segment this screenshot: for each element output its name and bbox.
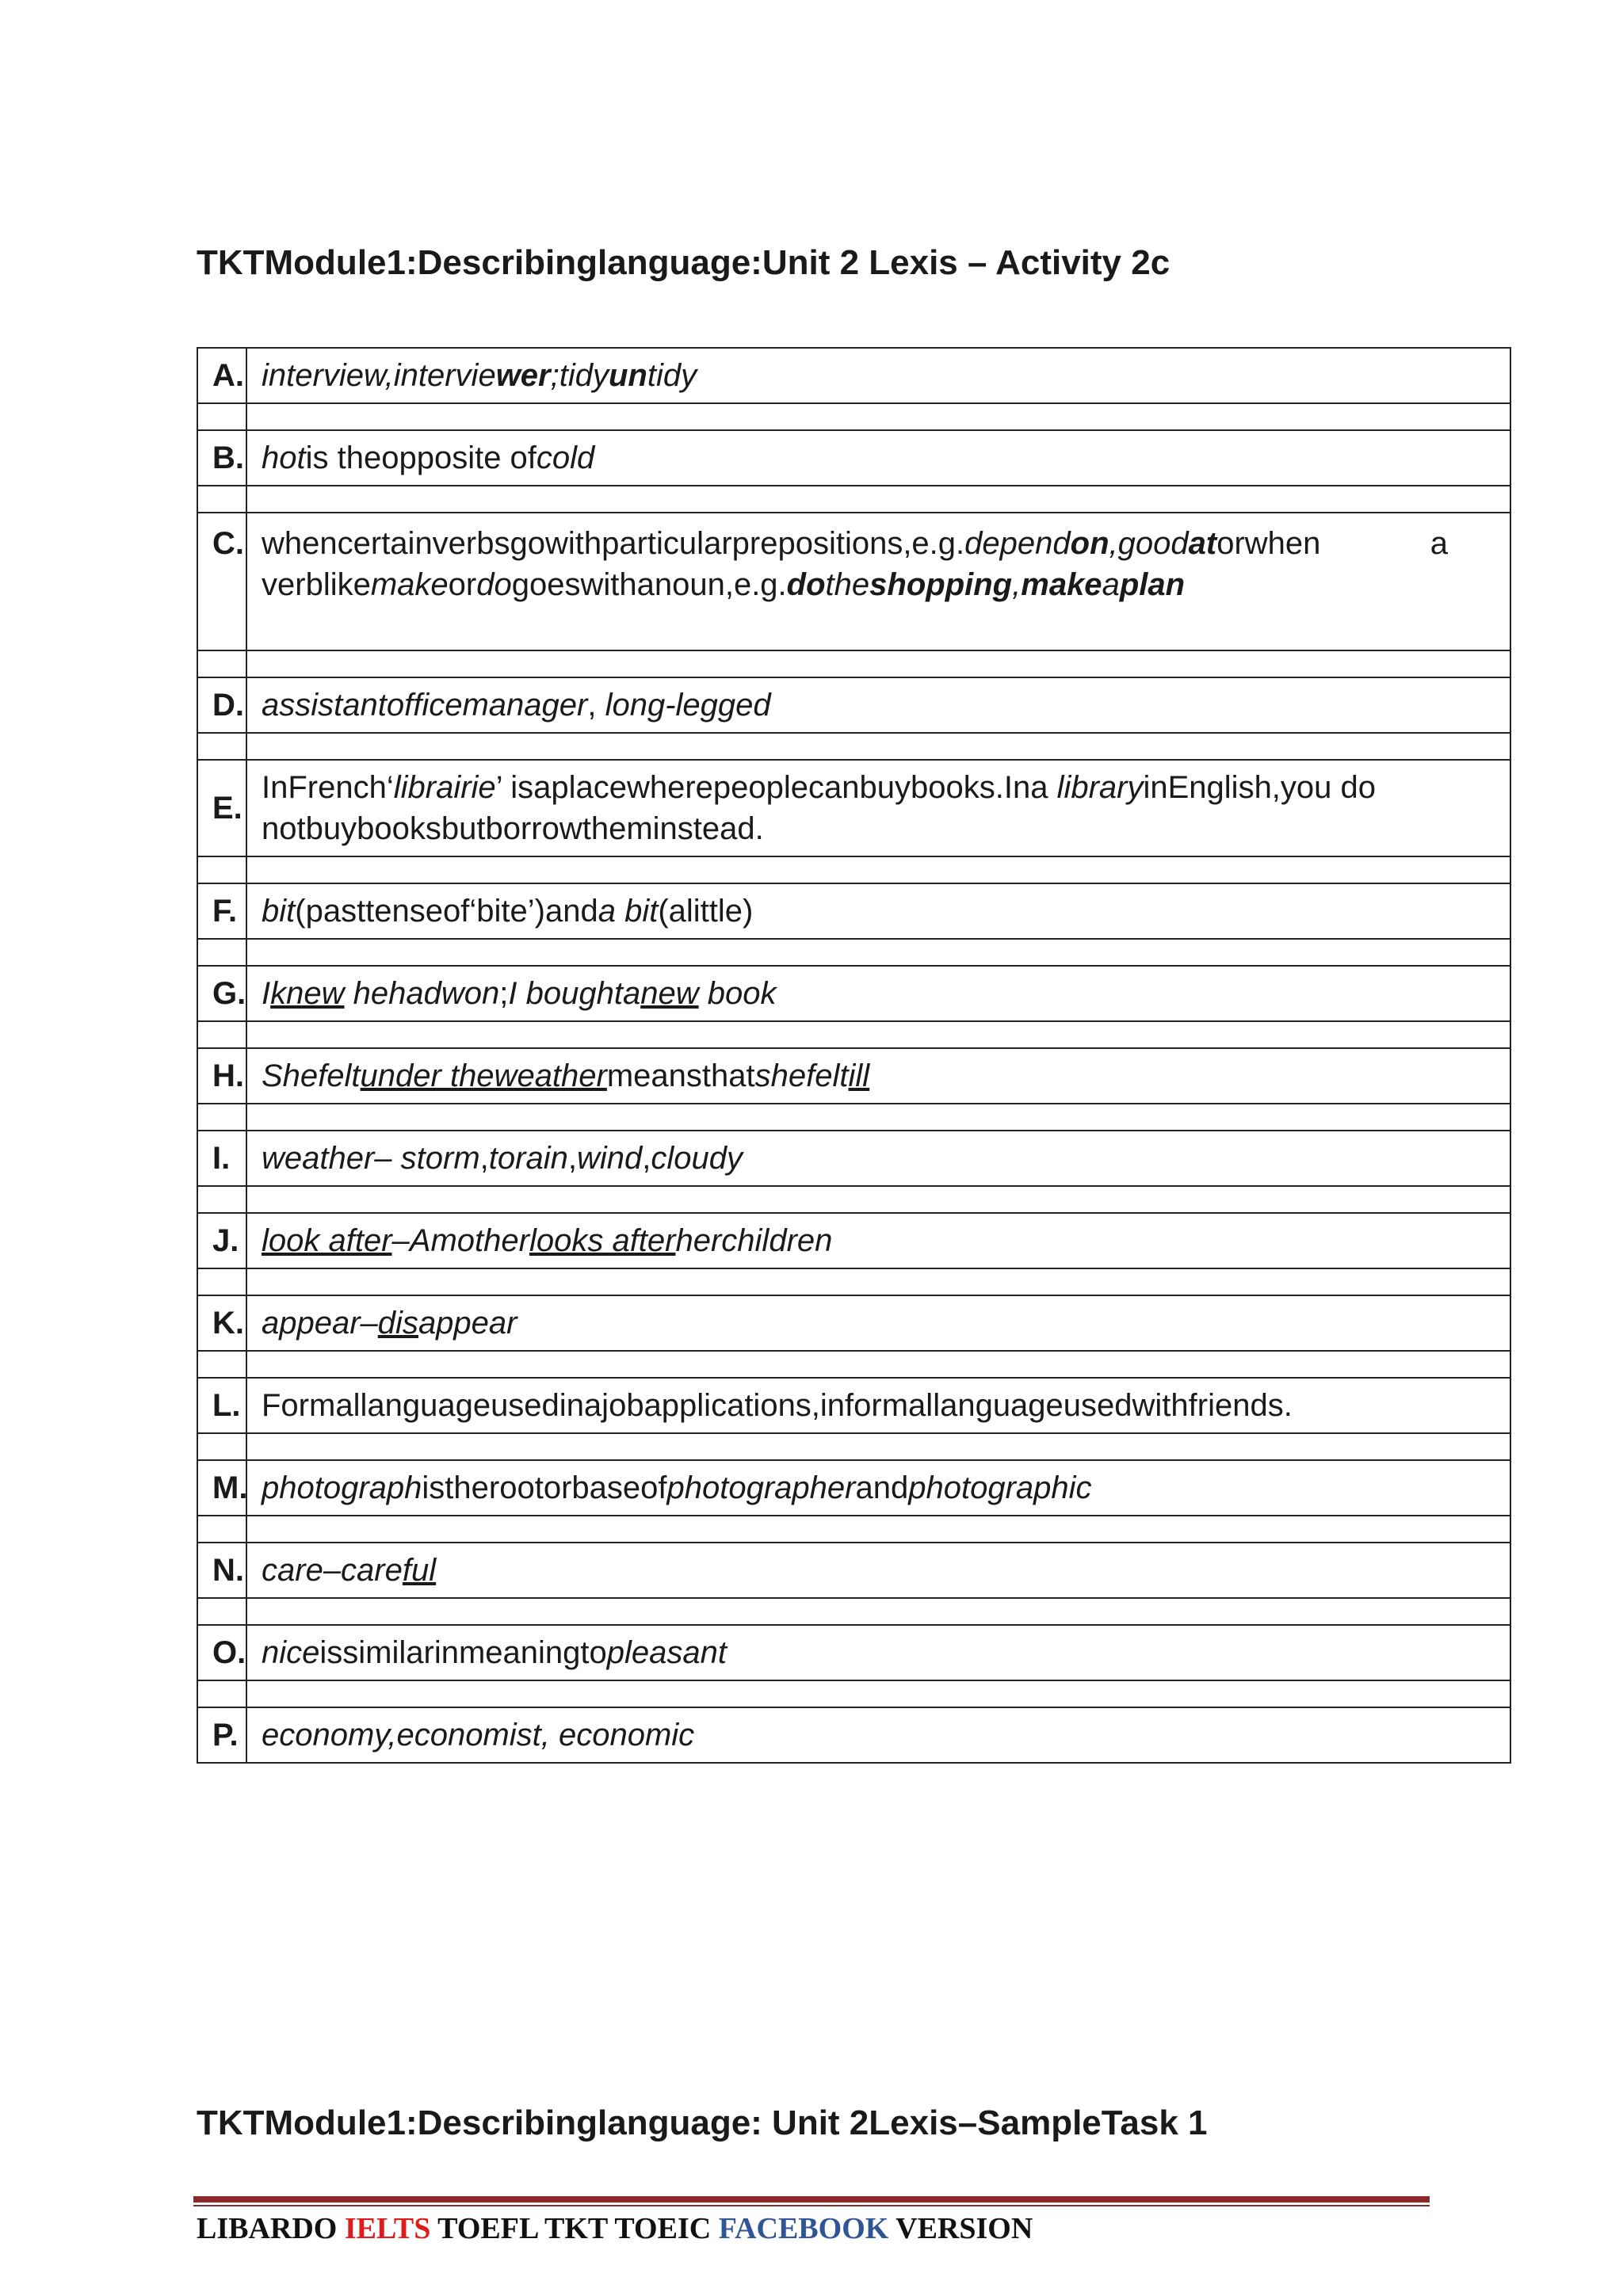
text-segment: new (640, 976, 699, 1011)
text-segment: I (262, 976, 271, 1011)
text-segment: nice (262, 1635, 320, 1670)
text-segment: ill (848, 1058, 870, 1093)
text-segment: a (1102, 567, 1120, 602)
spacer-cell (197, 1268, 246, 1295)
text-segment: hehadwon (344, 976, 500, 1011)
spacer-cell (197, 486, 246, 513)
footer-ielts: IELTS (344, 2212, 431, 2245)
spacer-cell (246, 1598, 1510, 1625)
spacer-cell (246, 856, 1510, 883)
table-row (197, 1048, 1510, 1104)
spacer-cell (246, 403, 1510, 430)
text-segment: ,good (1109, 526, 1189, 561)
text-segment: –Amother (391, 1223, 529, 1258)
text-segment: economy,economist (262, 1718, 541, 1753)
text-segment: interview,intervie (262, 358, 496, 393)
footer-rule (193, 2196, 1430, 2203)
text-segment: istherootorbaseof (422, 1470, 667, 1505)
text-segment: a (1430, 526, 1448, 561)
text-segment: pleasant (606, 1635, 727, 1670)
table-row (197, 1543, 1510, 1598)
row-content (246, 1048, 1510, 1104)
text-segment: on (1070, 526, 1109, 561)
row-letter: D. (197, 677, 246, 733)
footer-text: TOEFL TKT TOEIC (430, 2212, 719, 2245)
text-segment: issimilarinmeaningto (319, 1635, 607, 1670)
text-segment: do (476, 567, 512, 602)
text-segment: make (370, 567, 449, 602)
spacer-cell (197, 939, 246, 966)
text-segment: photographic (908, 1470, 1092, 1505)
text-segment: under theweather (360, 1058, 607, 1093)
table-row (197, 677, 1510, 733)
spacer-cell (246, 1104, 1510, 1131)
text-segment: long-legged (596, 688, 771, 723)
text-segment: Shefelt (262, 1058, 361, 1093)
spacer-cell (197, 1186, 246, 1213)
spacer-row (197, 1516, 1510, 1543)
text-segment: appear– (262, 1306, 378, 1341)
text-segment: tidy (647, 358, 697, 393)
footer-text: LIBARDO (197, 2212, 345, 2245)
text-segment: (pasttenseof‘bite’)and (295, 894, 598, 929)
row-letter: E. (197, 760, 246, 856)
text-segment: care–care (262, 1553, 403, 1588)
text-segment: , (587, 688, 597, 723)
row-content (246, 1378, 1510, 1433)
text-segment: ful (402, 1553, 437, 1588)
table-row (197, 1131, 1510, 1186)
text-segment: or (448, 567, 477, 602)
sample-task-heading: TKTModule1:Describinglanguage: Unit 2Lexis–SampleTask 1 (197, 2103, 1208, 2142)
text-segment: do (786, 567, 826, 602)
text-segment: inEnglish,you do (1143, 770, 1377, 805)
text-segment: shopping (869, 567, 1013, 602)
spacer-cell (197, 1104, 246, 1131)
spacer-cell (246, 1433, 1510, 1460)
spacer-cell (246, 486, 1510, 513)
row-letter: O. (197, 1625, 246, 1680)
row-letter: K. (197, 1295, 246, 1351)
text-segment: herchildren (675, 1223, 833, 1258)
text-segment: hot (262, 441, 306, 475)
row-letter: C. (197, 513, 246, 650)
row-letter: I. (197, 1131, 246, 1186)
text-segment: the (825, 567, 870, 602)
spacer-cell (197, 1433, 246, 1460)
text-segment: InFrench‘ (262, 770, 394, 805)
row-letter: G. (197, 966, 246, 1021)
text-segment: whencertainverbsgowithparticularprepositions,e.g. (262, 526, 965, 561)
text-segment: I boughta (508, 976, 641, 1011)
table-row (197, 1295, 1510, 1351)
row-letter: F. (197, 883, 246, 939)
text-segment: photographer (666, 1470, 856, 1505)
footer-rule-thin (193, 2205, 1430, 2206)
table-row (197, 1707, 1510, 1763)
spacer-cell (197, 1680, 246, 1707)
text-segment: , economic (540, 1718, 695, 1753)
spacer-cell (246, 1680, 1510, 1707)
text-segment: knew (270, 976, 345, 1011)
text-segment: ; (499, 976, 509, 1011)
text-segment: notbuybooksbutborrowtheminstead. (262, 811, 764, 846)
spacer-cell (246, 1516, 1510, 1543)
text-segment: cloudy (651, 1141, 743, 1176)
row-letter: J. (197, 1213, 246, 1268)
text-segment: look after (262, 1223, 392, 1258)
text-segment: tidy (559, 358, 609, 393)
row-letter: P. (197, 1707, 246, 1763)
spacer-row (197, 1104, 1510, 1131)
text-segment: , (1012, 567, 1022, 602)
spacer-cell (197, 856, 246, 883)
text-segment: plan (1119, 567, 1186, 602)
table-row (197, 760, 1510, 856)
text-segment: a bit (598, 894, 659, 929)
text-segment: torain (488, 1141, 568, 1176)
spacer-cell (246, 1186, 1510, 1213)
text-segment: looks after (529, 1223, 676, 1258)
spacer-cell (246, 1268, 1510, 1295)
table-row (197, 1213, 1510, 1268)
row-content (246, 1295, 1510, 1351)
table-row (197, 430, 1510, 486)
text-segment: , (642, 1141, 651, 1176)
table-row (197, 348, 1510, 403)
row-content (246, 430, 1510, 486)
table-row (197, 513, 1510, 650)
spacer-row (197, 1351, 1510, 1378)
row-content (246, 1131, 1510, 1186)
text-segment: shefelt (754, 1058, 849, 1093)
spacer-row (197, 403, 1510, 430)
text-segment: verblike (262, 567, 371, 602)
activity-heading: TKTModule1:Describinglanguage:Unit 2 Lexis – Activity 2c (197, 243, 1170, 282)
spacer-row (197, 486, 1510, 513)
text-segment: assistantofficemanager (262, 688, 588, 723)
text-segment: bit (262, 894, 296, 929)
text-segment: and (855, 1470, 909, 1505)
table-row (197, 883, 1510, 939)
spacer-cell (246, 1021, 1510, 1048)
text-segment: dis (377, 1306, 418, 1341)
spacer-cell (197, 650, 246, 677)
text-segment: wer (495, 358, 551, 393)
spacer-cell (197, 1516, 246, 1543)
spacer-row (197, 856, 1510, 883)
spacer-cell (197, 1598, 246, 1625)
text-segment: library (1056, 770, 1144, 805)
text-segment: appear (418, 1306, 517, 1341)
row-content (246, 677, 1510, 733)
row-letter: L. (197, 1378, 246, 1433)
text-segment: , (479, 1141, 489, 1176)
text-segment: goeswithanoun,e.g. (511, 567, 787, 602)
row-content (246, 348, 1510, 403)
text-segment: ; (550, 358, 559, 393)
spacer-row (197, 1598, 1510, 1625)
text-segment: , (567, 1141, 577, 1176)
spacer-row (197, 939, 1510, 966)
lexis-answer-table (197, 347, 1511, 1764)
text-segment: make (1021, 567, 1102, 602)
text-segment: orwhen (1216, 526, 1321, 561)
footer-facebook: FACEBOOK (718, 2212, 889, 2245)
row-content (246, 883, 1510, 939)
table-row (197, 966, 1510, 1021)
row-content (246, 1707, 1510, 1763)
row-content (246, 1625, 1510, 1680)
row-content (246, 513, 1510, 650)
text-segment: meansthat (606, 1058, 755, 1093)
text-segment: book (698, 976, 777, 1011)
row-content (246, 1543, 1510, 1598)
spacer-row (197, 1680, 1510, 1707)
row-content (246, 966, 1510, 1021)
spacer-row (197, 1433, 1510, 1460)
table-row (197, 1378, 1510, 1433)
text-segment: un (609, 358, 647, 393)
row-letter: A. (197, 348, 246, 403)
spacer-cell (246, 650, 1510, 677)
text-segment: cold (536, 441, 595, 475)
text-segment: photograph (262, 1470, 422, 1505)
text-segment: is theopposite of (305, 441, 537, 475)
text-segment: Formallanguageusedinajobapplications,informallanguageusedwithfriends. (262, 1388, 1293, 1423)
spacer-cell (246, 733, 1510, 760)
text-segment: librairie (393, 770, 496, 805)
page-footer (197, 2209, 1033, 2248)
spacer-row (197, 733, 1510, 760)
text-segment: at (1188, 526, 1217, 561)
row-content (246, 760, 1510, 856)
table-row (197, 1460, 1510, 1516)
text-segment: weather– storm (262, 1141, 480, 1176)
spacer-cell (197, 733, 246, 760)
spacer-row (197, 1186, 1510, 1213)
row-letter: H. (197, 1048, 246, 1104)
row-letter: N. (197, 1543, 246, 1598)
spacer-row (197, 1268, 1510, 1295)
footer-text: VERSION (888, 2212, 1033, 2245)
text-segment: wind (576, 1141, 643, 1176)
row-letter: B. (197, 430, 246, 486)
spacer-cell (197, 403, 246, 430)
spacer-row (197, 1021, 1510, 1048)
spacer-cell (246, 1351, 1510, 1378)
spacer-row (197, 650, 1510, 677)
text-segment: ’ isaplacewherepeoplecanbuybooks.Ina (495, 770, 1057, 805)
row-content (246, 1460, 1510, 1516)
table-row (197, 1625, 1510, 1680)
spacer-cell (197, 1021, 246, 1048)
row-letter: M. (197, 1460, 246, 1516)
spacer-cell (246, 939, 1510, 966)
spacer-cell (197, 1351, 246, 1378)
text-segment: (alittle) (658, 894, 754, 929)
row-content (246, 1213, 1510, 1268)
text-segment: depend (964, 526, 1071, 561)
